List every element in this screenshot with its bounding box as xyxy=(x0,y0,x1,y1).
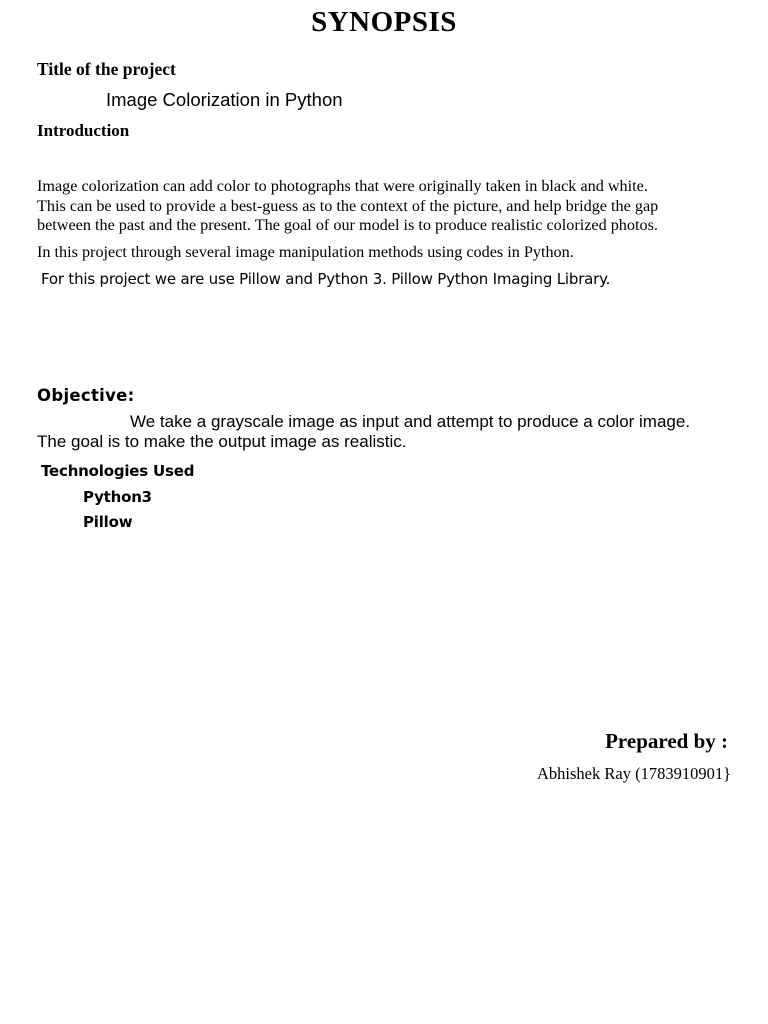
prepared-by-label: Prepared by : xyxy=(605,729,728,753)
title-label: Title of the project xyxy=(37,59,176,79)
introduction-line: Image colorization can add color to photographs that were originally taken in black and white. xyxy=(37,177,648,195)
methods-line: In this project through several image manipulation methods using codes in Python. xyxy=(37,243,574,261)
introduction-line: This can be used to provide a best-guess as to the context of the picture, and help bridge the gap xyxy=(37,196,659,215)
author-name: Abhishek Ray (1783910901} xyxy=(537,764,731,783)
project-title: Image Colorization in Python xyxy=(106,89,343,110)
document-heading: SYNOPSIS xyxy=(311,6,457,38)
objective-line: The goal is to make the output image as realistic. xyxy=(37,432,407,451)
introduction-label: Introduction xyxy=(37,121,130,140)
technology-item: Python3 xyxy=(83,488,152,506)
pillow-line: For this project we are use Pillow and Python 3. Pillow Python Imaging Library. xyxy=(41,270,611,288)
technologies-label: Technologies Used xyxy=(41,462,195,480)
introduction-paragraph xyxy=(37,177,737,236)
introduction-line: between the past and the present. The goal of our model is to produce realistic colorized photos. xyxy=(37,216,658,235)
objective-label: Objective: xyxy=(37,386,135,405)
objective-line: We take a grayscale image as input and attempt to produce a color image. xyxy=(130,412,691,431)
objective-paragraph xyxy=(37,412,737,452)
technology-item: Pillow xyxy=(83,513,133,531)
